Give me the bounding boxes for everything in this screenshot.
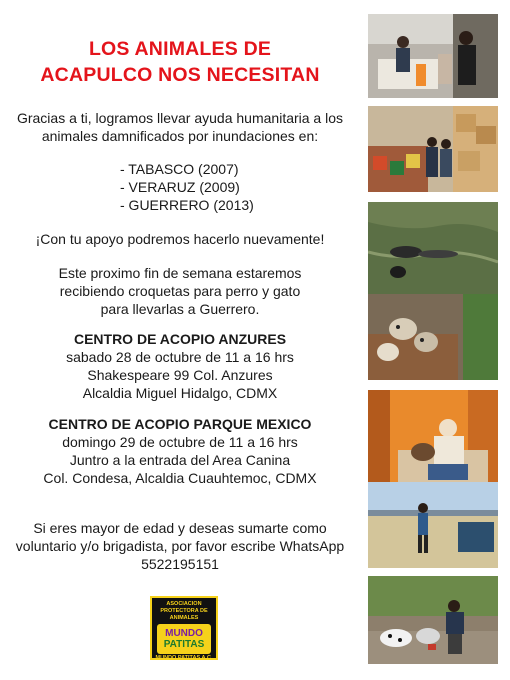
collection-line-3: para llevarlas a Guerrero. — [100, 301, 260, 317]
center-anzures-address-1: Shakespeare 99 Col. Anzures — [87, 367, 273, 383]
mundo-patitas-logo — [150, 596, 218, 660]
logo-mark-word-2: PATITAS — [163, 639, 205, 650]
photo-volunteers-booth — [368, 14, 498, 98]
logo-top-text: ASOCIACION PROTECTORA DE ANIMALES — [160, 601, 208, 621]
logo-mark — [157, 624, 211, 654]
logo-mark-word-1: MUNDO — [165, 628, 203, 639]
photo-rescue-climbing — [368, 482, 498, 568]
center-anzures-address-2: Alcaldia Miguel Hidalgo, CDMX — [82, 385, 278, 401]
center-parque-mexico — [0, 415, 360, 487]
place-item: - VERARUZ (2009) — [120, 179, 240, 195]
center-parque-address-2: Col. Condesa, Alcaldia Cuauhtemoc, CDMX — [43, 470, 317, 486]
photo-dogs-street — [368, 576, 498, 664]
intro-line-2: animales damnificados por inundaciones en: — [41, 128, 319, 144]
center-anzures — [0, 330, 360, 402]
center-parque-address-1: Juntro a la entrada del Area Canina — [69, 452, 291, 468]
place-item: - TABASCO (2007) — [120, 161, 239, 177]
photo-rescued-dogs — [368, 294, 498, 380]
photo-supplies-boxes — [368, 106, 498, 192]
photo-dog-in-flood — [368, 202, 498, 300]
support-text: ¡Con tu apoyo podremos hacerlo nuevamente! — [35, 231, 325, 247]
places-list — [120, 160, 320, 214]
center-parque-name: CENTRO DE ACOPIO PARQUE MEXICO — [48, 416, 312, 432]
logo-bottom-text: MUNDO PATITAS A.C. — [155, 655, 213, 660]
title-line-2: ACAPULCO NOS NECESITAN — [40, 64, 320, 86]
collection-line-1: Este proximo fin de semana estaremos — [58, 265, 302, 281]
flyer-title — [0, 36, 360, 88]
volunteer-line-2: voluntario y/o brigadista, por favor escribe WhatsApp — [15, 538, 345, 554]
collection-paragraph — [0, 264, 360, 318]
intro-line-1: Gracias a ti, logramos llevar ayuda humanitaria a los — [16, 110, 344, 126]
intro-paragraph — [0, 109, 360, 145]
center-anzures-name: CENTRO DE ACOPIO ANZURES — [73, 331, 287, 347]
whatsapp-number: 5522195151 — [141, 556, 219, 572]
volunteer-paragraph — [0, 519, 360, 573]
title-line-1: LOS ANIMALES DE — [88, 38, 272, 60]
volunteer-line-1: Si eres mayor de edad y deseas sumarte como — [33, 520, 327, 536]
center-parque-date: domingo 29 de octubre de 11 a 16 hrs — [62, 434, 298, 450]
place-item: - GUERRERO (2013) — [120, 197, 254, 213]
photo-volunteer-with-dog — [368, 390, 498, 486]
center-anzures-date: sabado 28 de octubre de 11 a 16 hrs — [66, 349, 294, 365]
collection-line-2: recibiendo croquetas para perro y gato — [59, 283, 301, 299]
support-line — [0, 230, 360, 248]
